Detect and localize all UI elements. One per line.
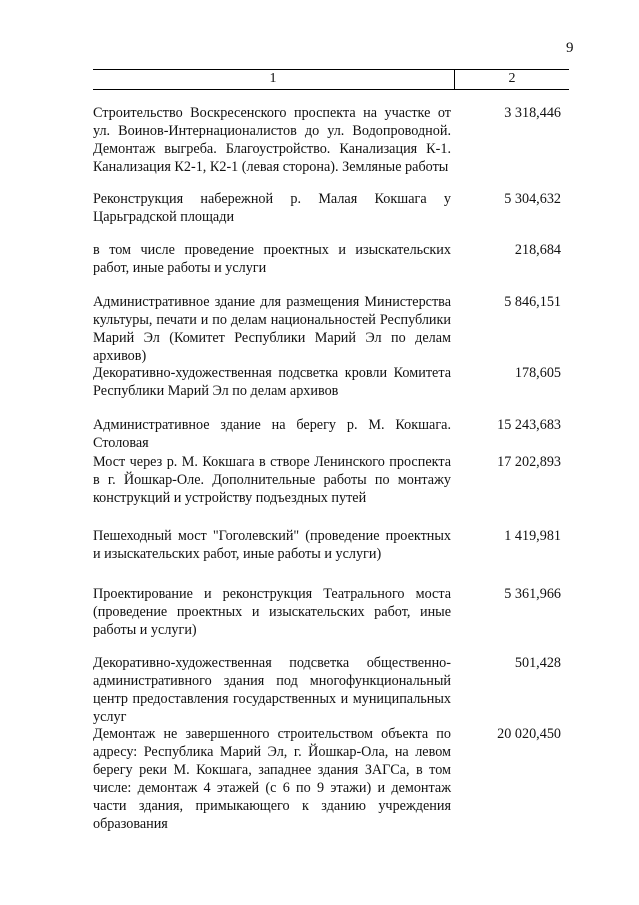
row-description: Строительство Воскресенского проспекта на участке от ул. Воинов-Интернационалистов до ул. Водопроводной. Демонтаж выгреба. Благоустройство. Канализация К-1. Канализация К2-1, К2-1 (левая сторона). Земляные работы <box>93 105 451 175</box>
row-description: Административное здание на берегу р. М. Кокшага. Столовая <box>93 417 451 451</box>
table-header <box>93 69 569 90</box>
table-row <box>93 527 569 563</box>
table-row <box>93 585 569 639</box>
row-value: 501,428 <box>514 655 561 671</box>
table-row <box>93 725 569 833</box>
row-value: 5 846,151 <box>504 294 561 310</box>
table-row <box>93 241 569 277</box>
header-col-1: 1 <box>269 71 277 86</box>
page-number: 9 <box>566 40 574 56</box>
row-value: 218,684 <box>514 242 561 258</box>
row-description: Проектирование и реконструкция Театрального моста (проведение проектных и изыскательских работ, иные работы и услуги) <box>93 586 451 638</box>
table-row <box>93 364 569 400</box>
row-value: 3 318,446 <box>504 105 561 121</box>
row-value: 20 020,450 <box>497 726 561 742</box>
row-value: 5 304,632 <box>504 191 561 207</box>
row-value: 17 202,893 <box>497 454 561 470</box>
table-row <box>93 190 569 226</box>
row-description: Демонтаж не завершенного строительством объекта по адресу: Республика Марий Эл, г. Йошкар-Ола, на левом берегу реки М. Кокшага, западнее здания ЗАГСа, в том числе: демонтаж 4 этажей (с 6 по 9 этажи) и демонтаж части здания, примыкающего к зданию учреждения образования <box>93 726 451 832</box>
row-description: Пешеходный мост "Гоголевский" (проведение проектных и изыскательских работ, иные работы и услуги) <box>93 528 451 562</box>
row-description: Декоративно-художественная подсветка общественно-административного здания под многофункциональный центр предоставления государственных и муниципальных услуг <box>93 655 451 725</box>
table-row <box>93 654 569 726</box>
row-value: 5 361,966 <box>504 586 561 602</box>
row-description: Административное здание для размещения Министерства культуры, печати и по делам национальностей Республики Марий Эл (Комитет Республики Марий Эл по делам архивов) <box>93 294 451 364</box>
row-description: Декоративно-художественная подсветка кровли Комитета Республики Марий Эл по делам архивов <box>93 365 451 399</box>
row-description: в том числе проведение проектных и изыскательских работ, иные работы и услуги <box>93 242 451 276</box>
table-row <box>93 453 569 507</box>
header-col-2: 2 <box>508 71 516 86</box>
row-value: 178,605 <box>514 365 561 381</box>
row-value: 1 419,981 <box>504 528 561 544</box>
table-row <box>93 104 569 176</box>
table-row <box>93 293 569 365</box>
table-row <box>93 416 569 452</box>
row-value: 15 243,683 <box>497 417 561 433</box>
row-description: Реконструкция набережной р. Малая Кокшага у Царьградской площади <box>93 191 451 225</box>
row-description: Мост через р. М. Кокшага в створе Ленинского проспекта в г. Йошкар-Оле. Дополнительные работы по монтажу конструкций и устройству подъездных путей <box>93 454 451 506</box>
